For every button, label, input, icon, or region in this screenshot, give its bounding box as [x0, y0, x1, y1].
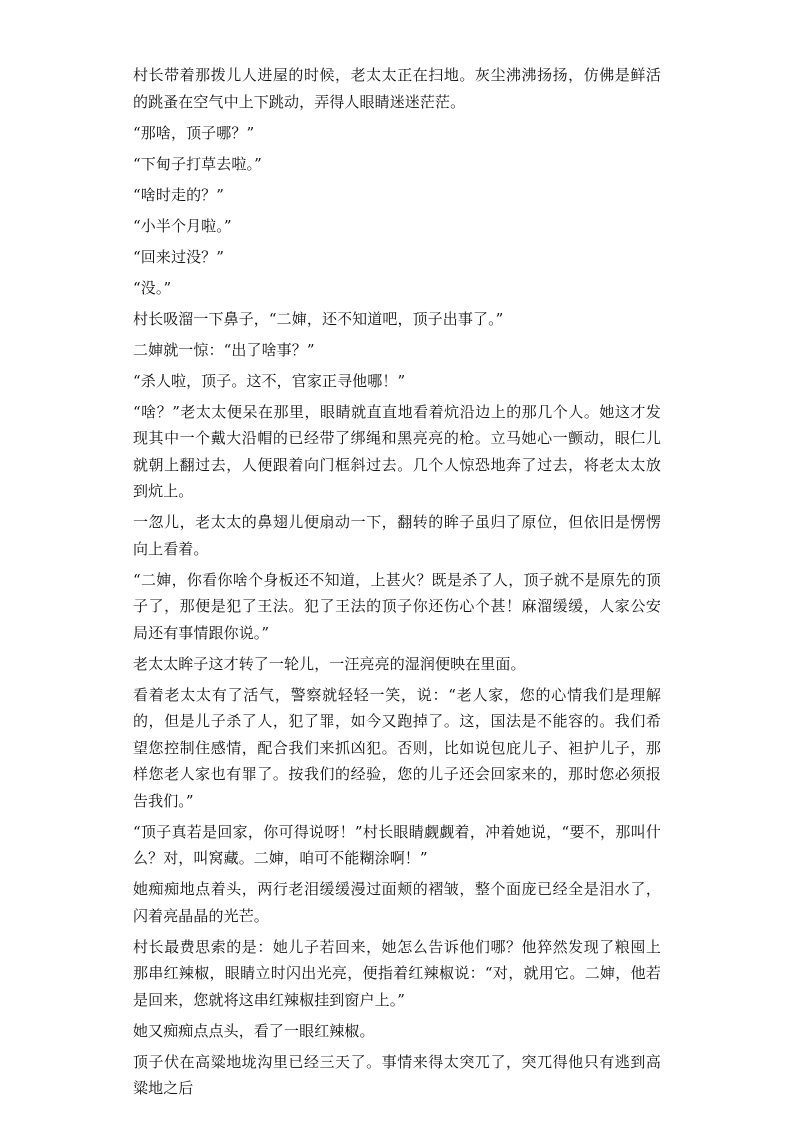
paragraph: 老太太眸子这才转了一轮儿，一汪亮亮的湿润便映在里面。 [133, 654, 526, 673]
document-page [133, 62, 661, 1106]
paragraph: “那啥，顶子哪？” [133, 123, 255, 142]
paragraph: “二婶，你看你啥个身板还不知道，上甚火？既是杀了人，顶子就不是原先的顶子了，那便是犯了王法。犯了王法的顶子你还伤心个甚！麻溜缓缓，人家公安局还有事情跟你说。” [133, 570, 661, 642]
paragraph: “没。” [133, 278, 172, 297]
paragraph: 二婶就一惊：“出了啥事？” [133, 340, 315, 359]
paragraph: 顶子伏在高粱地垅沟里已经三天了。事情来得太突兀了，突兀得他只有逃到高粱地之后 [133, 1052, 661, 1097]
paragraph: 村长最费思索的是：她儿子若回来，她怎么告诉他们哪？他猝然发现了粮囤上那串红辣椒，眼睛立时闪出光亮，便指着红辣椒说：“对，就用它。二婶，他若是回来，您就将这串红辣椒挂到窗户上。” [133, 937, 661, 1009]
paragraph: “杀人啦，顶子。这不，官家正寻他哪！” [133, 371, 406, 390]
paragraph: “啥时走的？” [133, 185, 225, 204]
paragraph: “下甸子打草去啦。” [133, 154, 262, 173]
paragraph: “啥？”老太太便呆在那里，眼睛就直直地看着炕沿边上的那几个人。她这才发现其中一个戴大沿帽的已经带了绑绳和黑亮亮的枪。立马她心一颤动，眼仁儿就朝上翻过去，人便跟着向门框斜过去。几个人惊恐地奔了过去，将老太太放到炕上。 [133, 402, 661, 500]
paragraph: 村长吸溜一下鼻子，“二婶，还不知道吧，顶子出事了。” [133, 309, 504, 328]
paragraph: “小半个月啦。” [133, 216, 232, 235]
paragraph: 看着老太太有了活气，警察就轻轻一笑，说：“老人家，您的心情我们是理解的，但是儿子杀了人，犯了罪，如今又跑掉了。这，国法是不能容的。我们希望您控制住感情，配合我们来抓凶犯。否则，比如说包庇儿子、袒护儿子，那样您老人家也有罪了。按我们的经验，您的儿子还会回家来的，那时您必须报告我们。” [133, 685, 661, 810]
paragraph: 她痴痴地点着头，两行老泪缓缓漫过面颊的褶皱，整个面庞已经全是泪水了，闪着亮晶晶的光芒。 [133, 880, 661, 925]
paragraph: “顶子真若是回家，你可得说呀！”村长眼睛觑觑着，冲着她说，“要不，那叫什么？对，叫窝藏。二婶，咱可不能糊涂啊！” [133, 822, 661, 867]
paragraph: 一忽儿，老太太的鼻翅儿便扇动一下，翻转的眸子虽归了原位，但依旧是愣愣向上看着。 [133, 513, 661, 558]
paragraph: 村长带着那拨儿人进屋的时候，老太太正在扫地。灰尘沸沸扬扬，仿佛是鲜活的跳蚤在空气中上下跳动，弄得人眼睛迷迷茫茫。 [133, 66, 661, 111]
paragraph: “回来过没？” [133, 247, 225, 266]
paragraph: 她又痴痴点点头，看了一眼红辣椒。 [133, 1021, 375, 1040]
